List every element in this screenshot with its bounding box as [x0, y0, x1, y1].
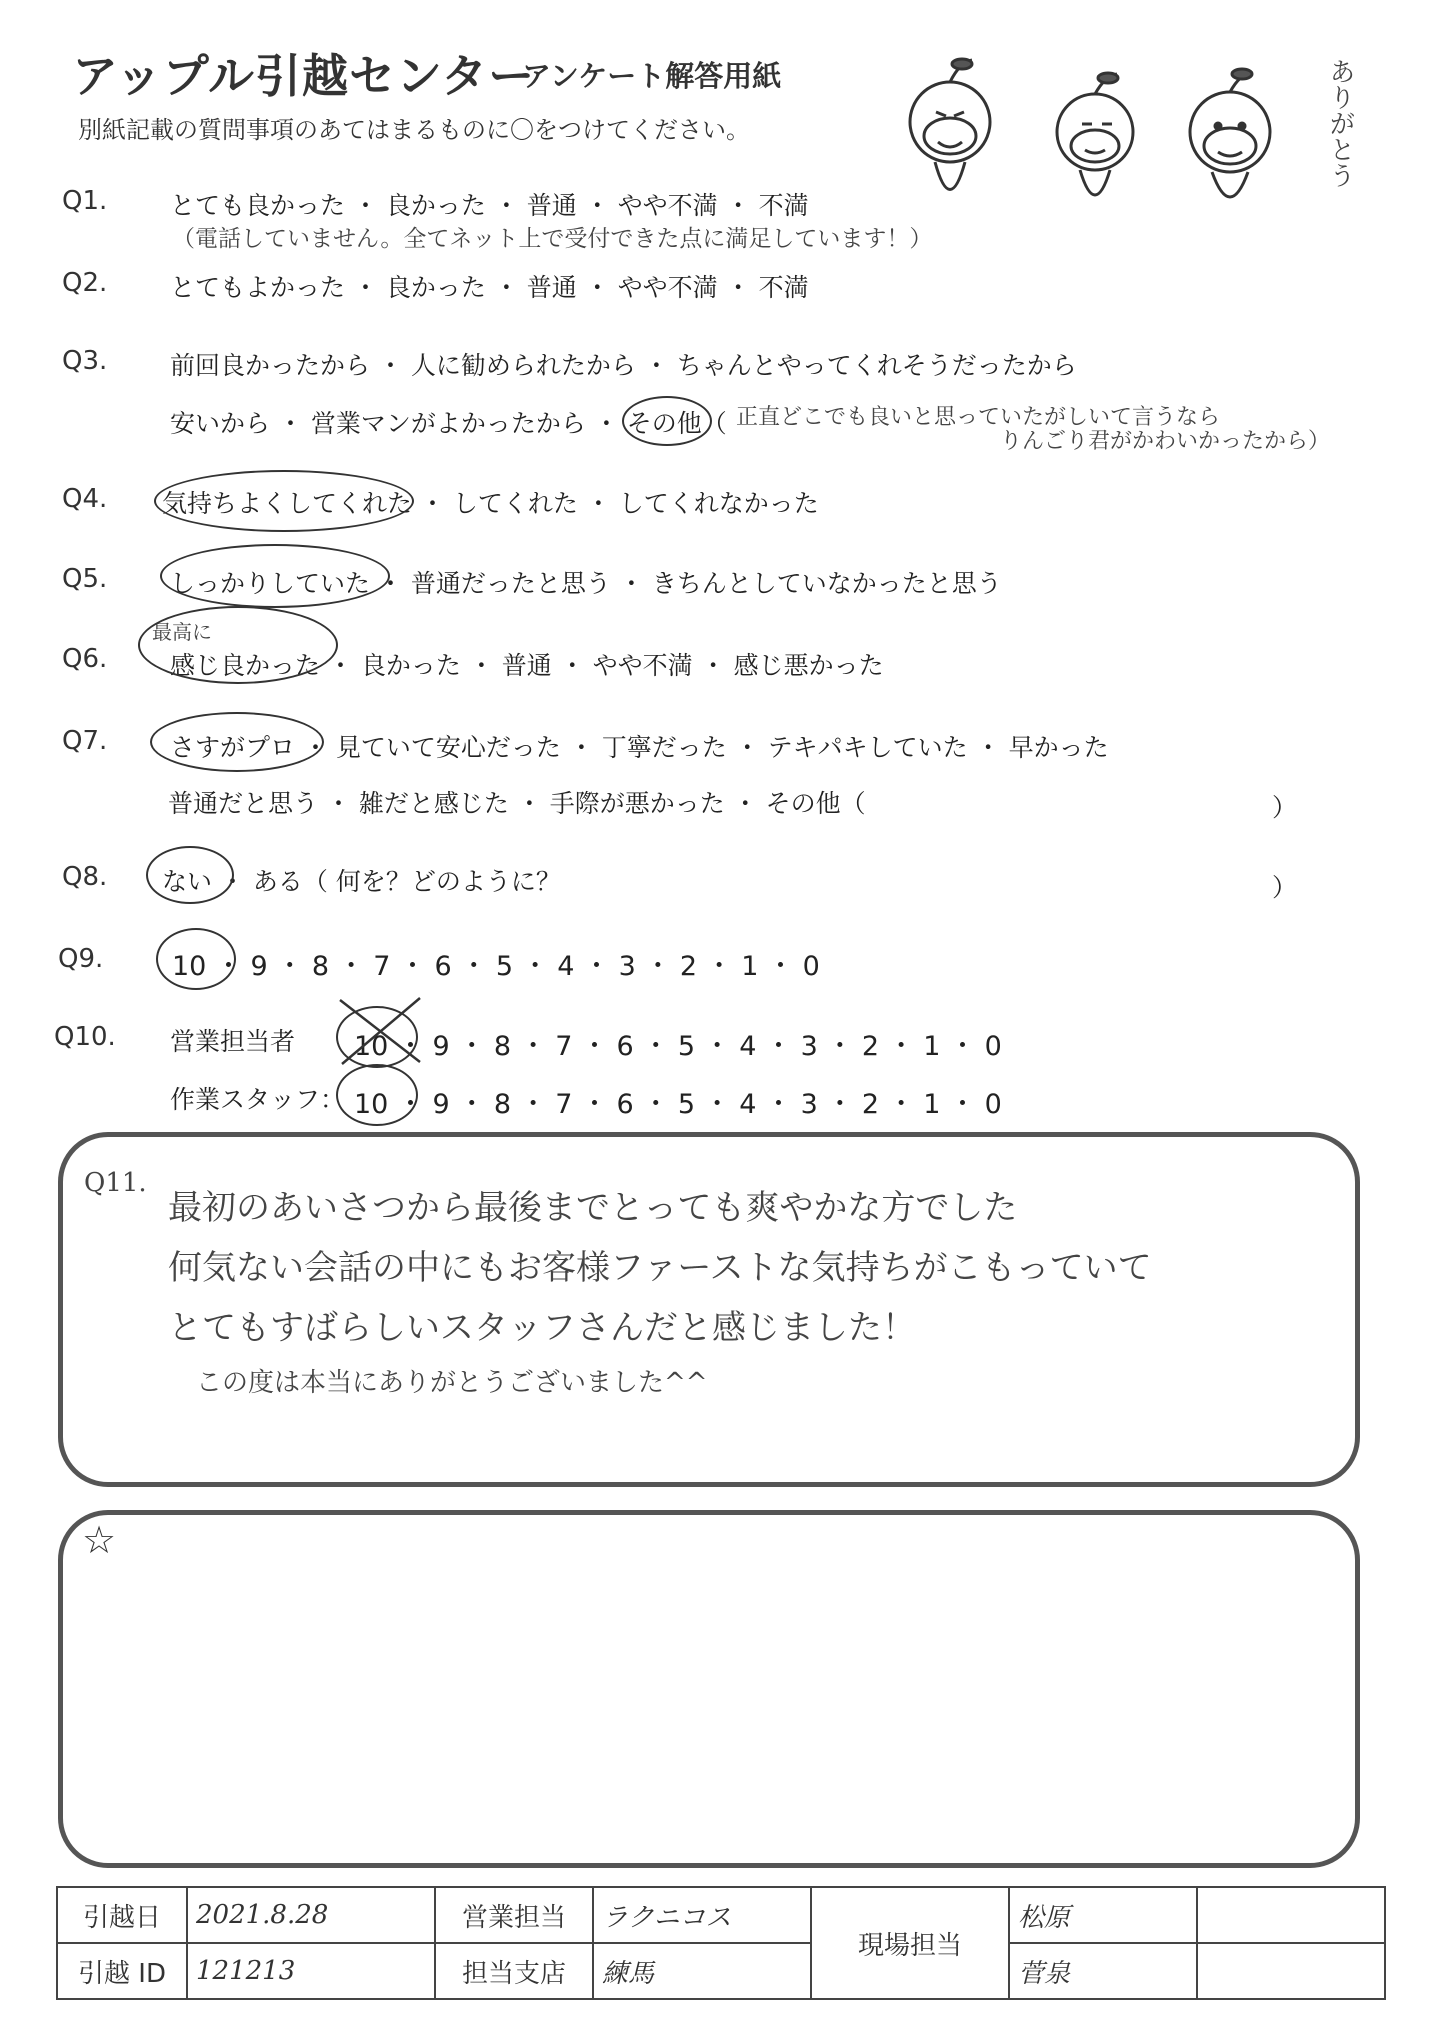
- page-subtitle: アンケート解答用紙: [522, 59, 782, 93]
- thanks-text: ありがとう: [1325, 58, 1355, 188]
- site-rep-value-2: 菅泉: [1009, 1943, 1197, 1999]
- q10-staff-circle: [336, 1064, 418, 1126]
- q8-label: Q8.: [62, 862, 108, 892]
- move-info-table: [56, 1886, 1386, 2000]
- q1-options: とても良かった ・ 良かった ・ 普通 ・ やや不満 ・ 不満: [170, 191, 809, 220]
- q10-sales-cross-mark: [330, 990, 430, 1070]
- site-rep-label: 現場担当: [811, 1887, 1009, 1999]
- q3-label: Q3.: [62, 346, 108, 376]
- q10-sales-label: 営業担当者: [170, 1027, 296, 1056]
- q11-line-4: この度は本当にありがとうございました^^: [196, 1368, 708, 1398]
- q7-close-paren: ）: [1272, 793, 1298, 822]
- q4-label: Q4.: [62, 484, 108, 514]
- q4-options: 気持ちよくしてくれた ・ してくれた ・ してくれなかった: [162, 489, 819, 518]
- q8-close-paren: ）: [1272, 873, 1298, 902]
- q6-label: Q6.: [62, 644, 108, 674]
- q7-line2: 普通だと思う ・ 雑だと感じた ・ 手際が悪かった ・ その他（: [168, 789, 866, 818]
- q5-options: しっかりしていた ・ 普通だったと思う ・ きちんとしていなかったと思う: [170, 569, 1002, 598]
- q10-staff-label: 作業スタッフ：: [170, 1085, 346, 1114]
- q11-line-3: とてもすばらしいスタッフさんだと感じました！: [168, 1308, 916, 1348]
- q7-line1: さすがプロ ・ 見ていて安心だった ・ 丁寧だった ・ テキパキしていた ・ 早かった: [170, 733, 1109, 762]
- q11-line-2: 何気ない会話の中にもお客様ファーストな気持ちがこもっていて: [168, 1248, 1152, 1288]
- q7-answer-circle: [150, 712, 324, 772]
- q6-answer-circle: [138, 606, 338, 684]
- q10-label: Q10.: [54, 1022, 116, 1052]
- q4-answer-circle: [154, 470, 414, 532]
- site-rep-empty-2: [1197, 1943, 1385, 1999]
- sales-rep-label: 営業担当: [435, 1887, 593, 1943]
- branch-value: 練馬: [593, 1943, 811, 1999]
- move-id-label: 引越 ID: [57, 1943, 187, 1999]
- q10-staff-scale: 10 ・ 9 ・ 8 ・ 7 ・ 6 ・ 5 ・ 4 ・ 3 ・ 2 ・ 1 ・ 0: [354, 1089, 1002, 1120]
- q3-note2: りんごり君がかわいかったから）: [1000, 429, 1331, 454]
- q3-line2: 安いから ・ 営業マンがよかったから ・ その他（: [170, 409, 727, 438]
- q5-answer-circle: [160, 544, 390, 608]
- q11-line-1: 最初のあいさつから最後までとっても爽やかな方でした: [168, 1188, 1018, 1228]
- instruction-text: 別紙記載の質問事項のあてはまるものに〇をつけてください。: [78, 116, 750, 144]
- q9-label: Q9.: [58, 944, 104, 974]
- star-icon: ☆: [82, 1518, 117, 1562]
- q1-note: （電話していません。全てネット上で受付できた点に満足しています！）: [172, 226, 933, 252]
- q6-options: 感じ良かった ・ 良かった ・ 普通 ・ やや不満 ・ 感じ悪かった: [170, 651, 884, 680]
- q2-label: Q2.: [62, 268, 108, 298]
- move-id-value: 121213: [187, 1943, 435, 1999]
- q7-label: Q7.: [62, 726, 108, 756]
- move-date-value: 2021.8.28: [187, 1887, 435, 1943]
- q3-note1: 正直どこでも良いと思っていたがしいて言うなら: [736, 405, 1221, 430]
- page-title: アップル引越センター: [72, 49, 536, 103]
- q1-label: Q1.: [62, 186, 108, 216]
- q10-sales-scale: 10 ・ 9 ・ 8 ・ 7 ・ 6 ・ 5 ・ 4 ・ 3 ・ 2 ・ 1 ・ 0: [354, 1031, 1002, 1062]
- q8-answer-circle: [146, 846, 234, 904]
- q3-line1: 前回良かったから ・ 人に勧められたから ・ ちゃんとやってくれそうだったから: [170, 351, 1077, 380]
- q6-note: 最高に: [152, 620, 212, 644]
- q5-label: Q5.: [62, 564, 108, 594]
- move-date-label: 引越日: [57, 1887, 187, 1943]
- q2-options: とてもよかった ・ 良かった ・ 普通 ・ やや不満 ・ 不満: [170, 273, 809, 302]
- q9-answer-circle: [156, 928, 236, 990]
- site-rep-empty-1: [1197, 1887, 1385, 1943]
- q8-options: ない ・ ある（ 何を？どのように？: [162, 867, 561, 896]
- sales-rep-value: ラクニコス: [593, 1887, 811, 1943]
- site-rep-value-1: 松原: [1009, 1887, 1197, 1943]
- star-comment-box: [58, 1510, 1360, 1868]
- q9-scale: 10 ・ 9 ・ 8 ・ 7 ・ 6 ・ 5 ・ 4 ・ 3 ・ 2 ・ 1 ・ 0: [172, 951, 820, 982]
- mascot-illustration: [880, 52, 1320, 232]
- q11-label: Q11.: [84, 1168, 147, 1198]
- q3-answer-circle: [622, 396, 712, 446]
- branch-label: 担当支店: [435, 1943, 593, 1999]
